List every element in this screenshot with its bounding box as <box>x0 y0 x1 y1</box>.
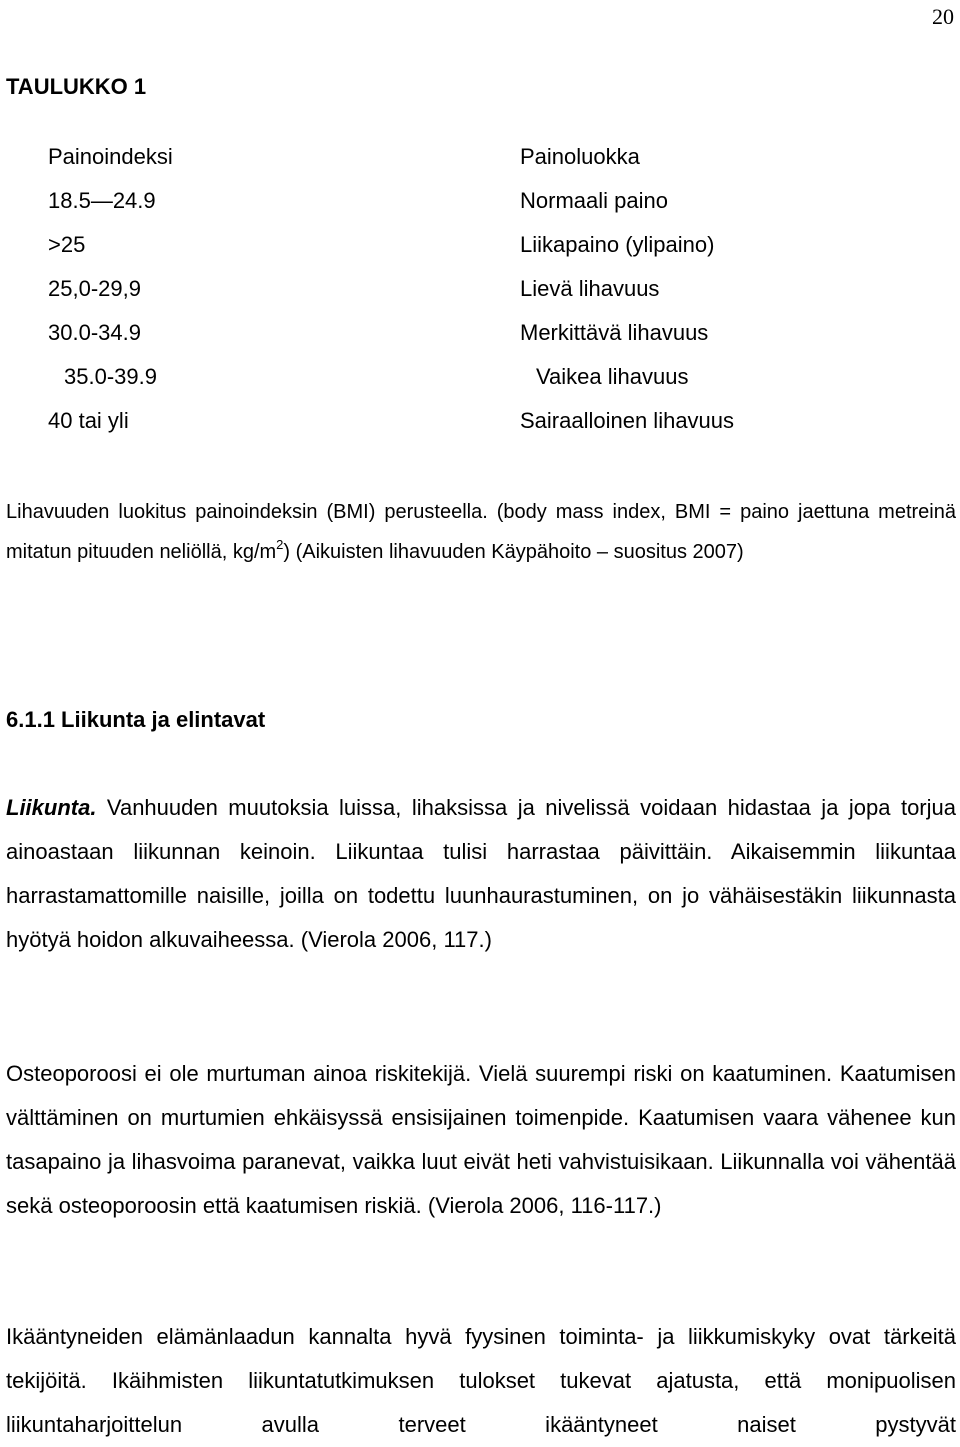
weight-class: Normaali paino <box>520 188 668 213</box>
caption-text-end: ) (Aikuisten lihavuuden Käypähoito – suositus 2007) <box>283 541 744 563</box>
bmi-range: 30.0-34.9 <box>48 320 141 345</box>
table-row <box>0 408 960 438</box>
header-bmi: Painoindeksi <box>48 144 173 169</box>
weight-class: Liikapaino (ylipaino) <box>520 232 715 257</box>
paragraph-osteoporosis: Osteoporoosi ei ole murtuman ainoa riskitekijä. Vielä suurempi riski on kaatuminen. Kaatumisen välttäminen on murtumien ehkäisyssä ensisijainen toimenpide. Kaatumisen vaara vähenee kun tasapaino ja lihasvoima paranevat, vaikka luut eivät heti vahvistuisikaan. Liikunnalla voi vähentää sekä osteoporoosin että kaatumisen riskiä. (Vierola 2006, 116-117.) <box>6 1061 956 1218</box>
table-row <box>0 364 960 394</box>
table-row <box>0 320 960 350</box>
section-heading: 6.1.1 Liikunta ja elintavat <box>6 707 266 732</box>
paragraph-liikunta <box>6 786 956 962</box>
paragraph-lead: Liikunta. <box>6 795 97 820</box>
paragraph-ageing: Ikääntyneiden elämänlaadun kannalta hyvä fyysinen toiminta- ja liikkumiskyky ovat tärkeitä tekijöitä. Ikäihmisten liikuntatutkimuksen tulokset tukevat ajatusta, että monipuolisen liikuntaharjoittelun avulla terveet ikääntyneet naiset pystyvät <box>6 1324 956 1437</box>
bmi-range: 18.5—24.9 <box>48 188 156 213</box>
bmi-range: >25 <box>48 232 86 257</box>
weight-class: Sairaalloinen lihavuus <box>520 408 735 433</box>
weight-class: Vaikea lihavuus <box>536 364 689 389</box>
paragraph-text: Vanhuuden muutoksia luissa, lihaksissa ja nivelissä voidaan hidastaa ja jopa torjua ainoastaan liikunnan keinoin. Liikuntaa tulisi harrastaa päivittäin. Aikaisemmin liikuntaa harrastamattomille naisille, joilla on todettu luunhaurastuminen, on jo vähäisestäkin liikunnasta hyötyä hoidon alkuvaiheessa. (Vierola 2006, 117.) <box>6 795 956 952</box>
caption-text: Lihavuuden luokitus painoindeksin (BMI) perusteella. (body mass index, BMI = paino jaettuna metreinä mitatun pituuden neliöllä, kg/m <box>6 501 956 563</box>
weight-class: Lievä lihavuus <box>520 276 660 301</box>
table-row <box>0 188 960 218</box>
table-row <box>0 276 960 306</box>
table-header-row <box>0 144 960 174</box>
bmi-range: 35.0-39.9 <box>64 364 157 389</box>
caption-superscript: 2 <box>276 537 284 552</box>
bmi-range: 25,0-29,9 <box>48 276 141 301</box>
bmi-range: 40 tai yli <box>48 408 129 433</box>
weight-class: Merkittävä lihavuus <box>520 320 709 345</box>
table-caption <box>6 492 956 572</box>
page-number: 20 <box>932 4 954 29</box>
table-row <box>0 232 960 262</box>
table-title: TAULUKKO 1 <box>6 74 147 99</box>
header-weight-class: Painoluokka <box>520 144 640 169</box>
